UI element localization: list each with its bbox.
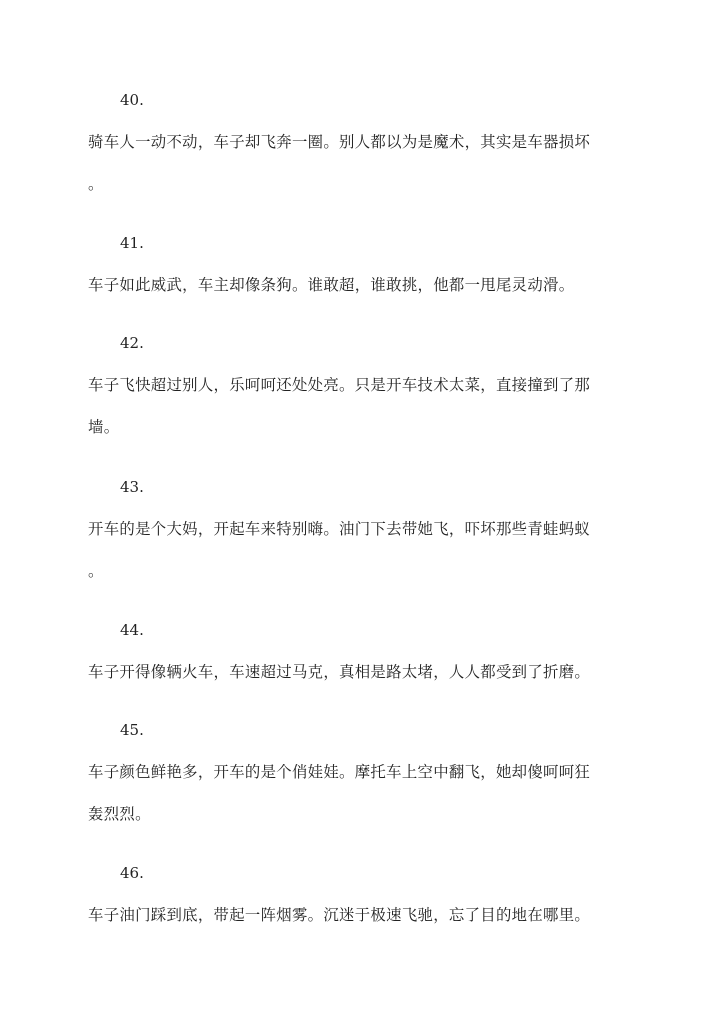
entry-number: 40. [120,91,144,109]
entry-text-line: 。 [88,175,104,193]
entry-number: 44. [120,621,144,639]
entry-number: 46. [120,864,144,882]
entry-text-line: 开车的是个大妈，开起车来特别嗨。油门下去带她飞，吓坏那些青蛙蚂蚁 [88,520,591,538]
entry-text-line: 车子油门踩到底，带起一阵烟雾。沉迷于极速飞驰，忘了目的地在哪里。 [88,906,591,924]
entry-text-line: 轰烈烈。 [88,805,151,823]
entry-number: 42. [120,334,144,352]
entry-number: 41. [120,234,144,252]
entry-text-line: 车子颜色鲜艳多，开车的是个俏娃娃。摩托车上空中翻飞，她却傻呵呵狂 [88,763,591,781]
entry-text-line: 。 [88,562,104,580]
entry-text-line: 车子飞快超过别人，乐呵呵还处处亮。只是开车技术太菜，直接撞到了那 [88,376,591,394]
entry-number: 43. [120,478,144,496]
entry-text-line: 墙。 [88,418,120,436]
entry-text-line: 骑车人一动不动，车子却飞奔一圈。别人都以为是魔术，其实是车器损坏 [88,133,591,151]
entry-number: 45. [120,721,144,739]
entry-text-line: 车子如此威武，车主却像条狗。谁敢超，谁敢挑，他都一甩尾灵动滑。 [88,276,575,294]
entry-text-line: 车子开得像辆火车，车速超过马克，真相是路太堵，人人都受到了折磨。 [88,663,591,681]
